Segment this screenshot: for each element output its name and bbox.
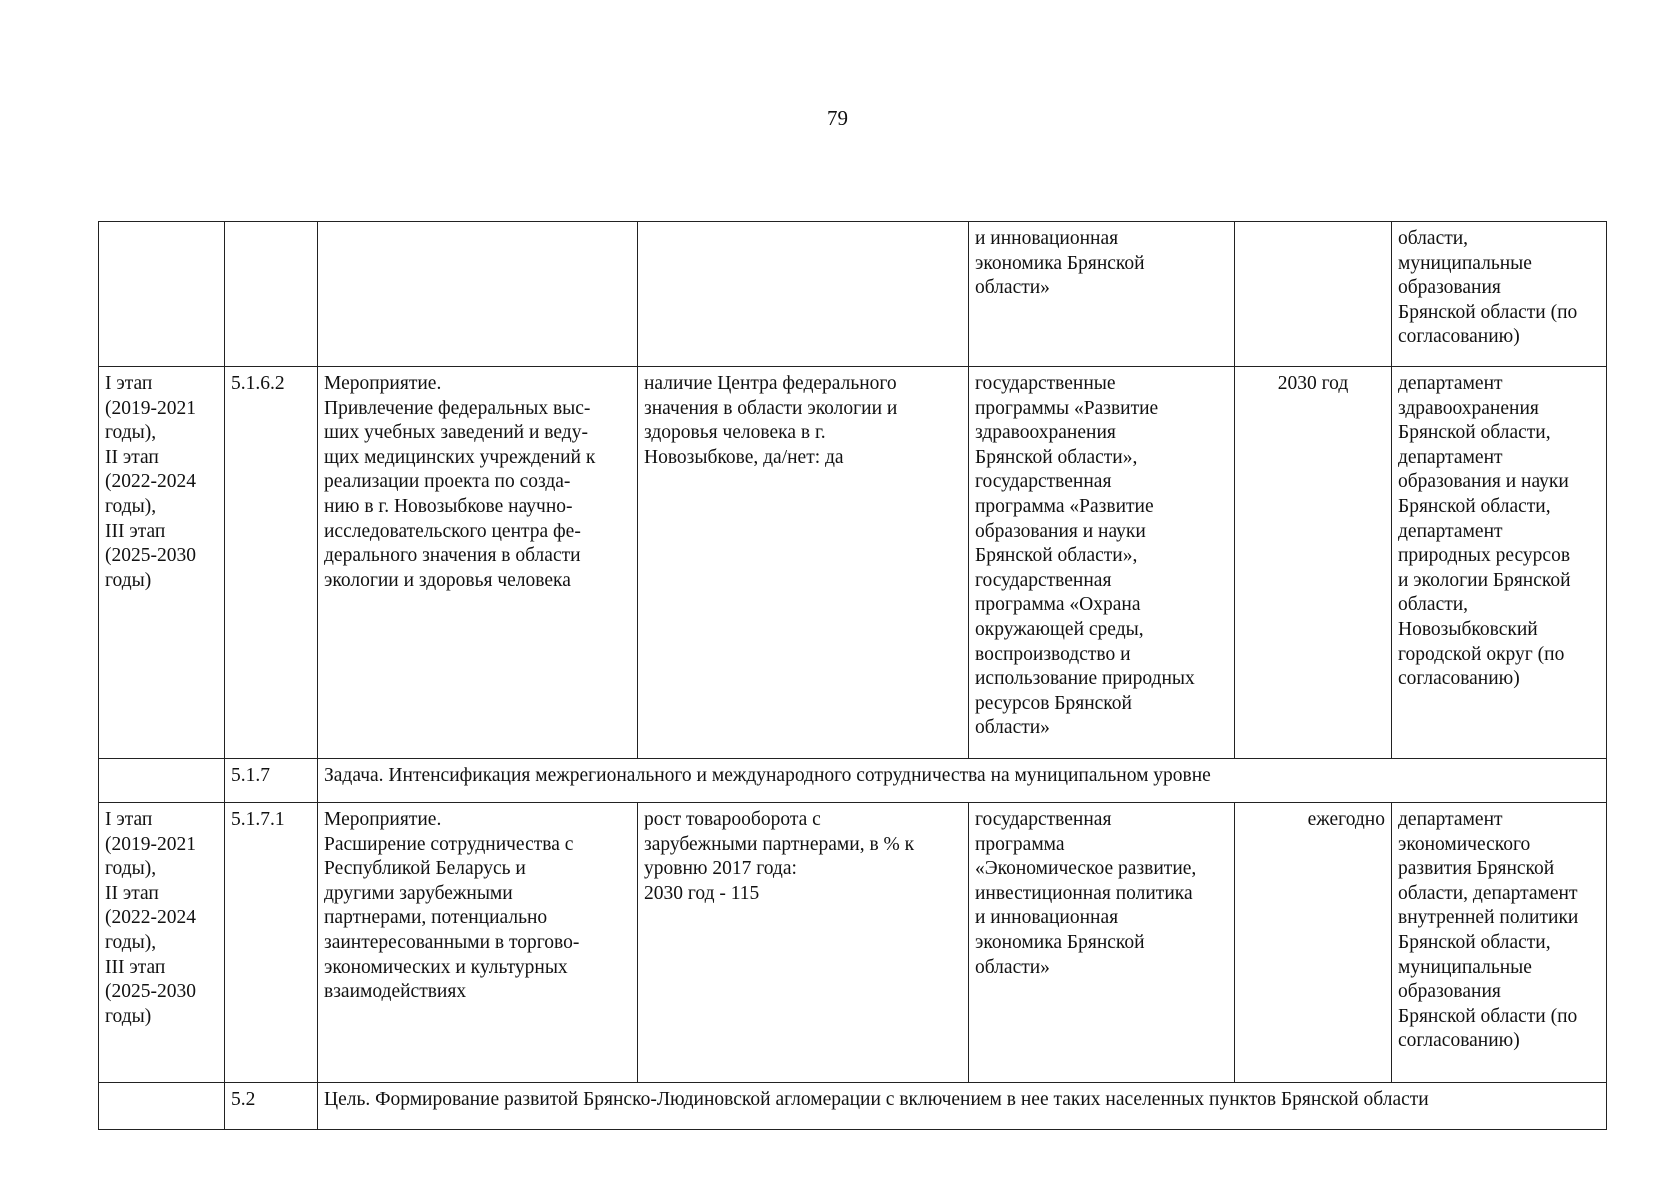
table-row bbox=[99, 803, 1607, 1083]
activity-cell: Мероприятие. Привлечение федеральных выс- ших учебных заведений и веду- щих медицинских учреждений к реализации проекта по созда- нию в г. Новозыбкове научно- исследовательского центра фе- дерального значения в области экологии и здоровья человека bbox=[318, 367, 638, 759]
deadline-cell: 2030 год bbox=[1235, 367, 1392, 759]
indicator-cell: наличие Центра федерального значения в области экологии и здоровья человека в г. Новозыбкове, да/нет: да bbox=[638, 367, 969, 759]
task-heading-cell: Задача. Интенсификация межрегионального и международного сотрудничества на муниципальном уровне bbox=[318, 759, 1607, 803]
code-cell: 5.1.7 bbox=[225, 759, 318, 803]
code-cell: 5.2 bbox=[225, 1083, 318, 1130]
executor-cell: области, муниципальные образования Брянской области (по согласованию) bbox=[1392, 222, 1607, 367]
program-cell: государственные программы «Развитие здравоохранения Брянской области», государственная программа «Развитие образования и науки Брянской области», государственная программа «Охрана окружающей среды, воспроизводство и использование природных ресурсов Брянской области» bbox=[969, 367, 1235, 759]
table-row bbox=[99, 759, 1607, 803]
deadline-cell: ежегодно bbox=[1235, 803, 1392, 1083]
stage-cell: I этап (2019-2021 годы), II этап (2022-2024 годы), III этап (2025-2030 годы) bbox=[99, 367, 225, 759]
code-cell: 5.1.6.2 bbox=[225, 367, 318, 759]
stage-cell bbox=[99, 222, 225, 367]
table-row bbox=[99, 222, 1607, 367]
indicator-cell bbox=[638, 222, 969, 367]
table-row bbox=[99, 1083, 1607, 1130]
indicator-cell: рост товарооборота с зарубежными партнерами, в % к уровню 2017 года: 2030 год - 115 bbox=[638, 803, 969, 1083]
executor-cell: департамент экономического развития Брянской области, департамент внутренней политики Брянской области, муниципальные образования Брянской области (по согласованию) bbox=[1392, 803, 1607, 1083]
code-cell bbox=[225, 222, 318, 367]
executor-cell: департамент здравоохранения Брянской области, департамент образования и науки Брянской области, департамент природных ресурсов и экологии Брянской области, Новозыбковский городской округ (по согласованию) bbox=[1392, 367, 1607, 759]
activity-cell: Мероприятие. Расширение сотрудничества с Республикой Беларусь и другими зарубежными партнерами, потенциально заинтересованными в торгово- экономических и культурных взаимодействиях bbox=[318, 803, 638, 1083]
page-number: 79 bbox=[827, 106, 848, 130]
program-cell: и инновационная экономика Брянской области» bbox=[969, 222, 1235, 367]
activity-cell bbox=[318, 222, 638, 367]
stage-cell bbox=[99, 1083, 225, 1130]
stage-cell bbox=[99, 759, 225, 803]
table-row bbox=[99, 367, 1607, 759]
stage-cell: I этап (2019-2021 годы), II этап (2022-2024 годы), III этап (2025-2030 годы) bbox=[99, 803, 225, 1083]
deadline-cell bbox=[1235, 222, 1392, 367]
code-cell: 5.1.7.1 bbox=[225, 803, 318, 1083]
goal-heading-cell: Цель. Формирование развитой Брянско-Людиновской агломерации с включением в нее таких населенных пунктов Брянской области bbox=[318, 1083, 1607, 1130]
plan-table bbox=[98, 221, 1607, 1130]
program-cell: государственная программа «Экономическое развитие, инвестиционная политика и инновационная экономика Брянской области» bbox=[969, 803, 1235, 1083]
